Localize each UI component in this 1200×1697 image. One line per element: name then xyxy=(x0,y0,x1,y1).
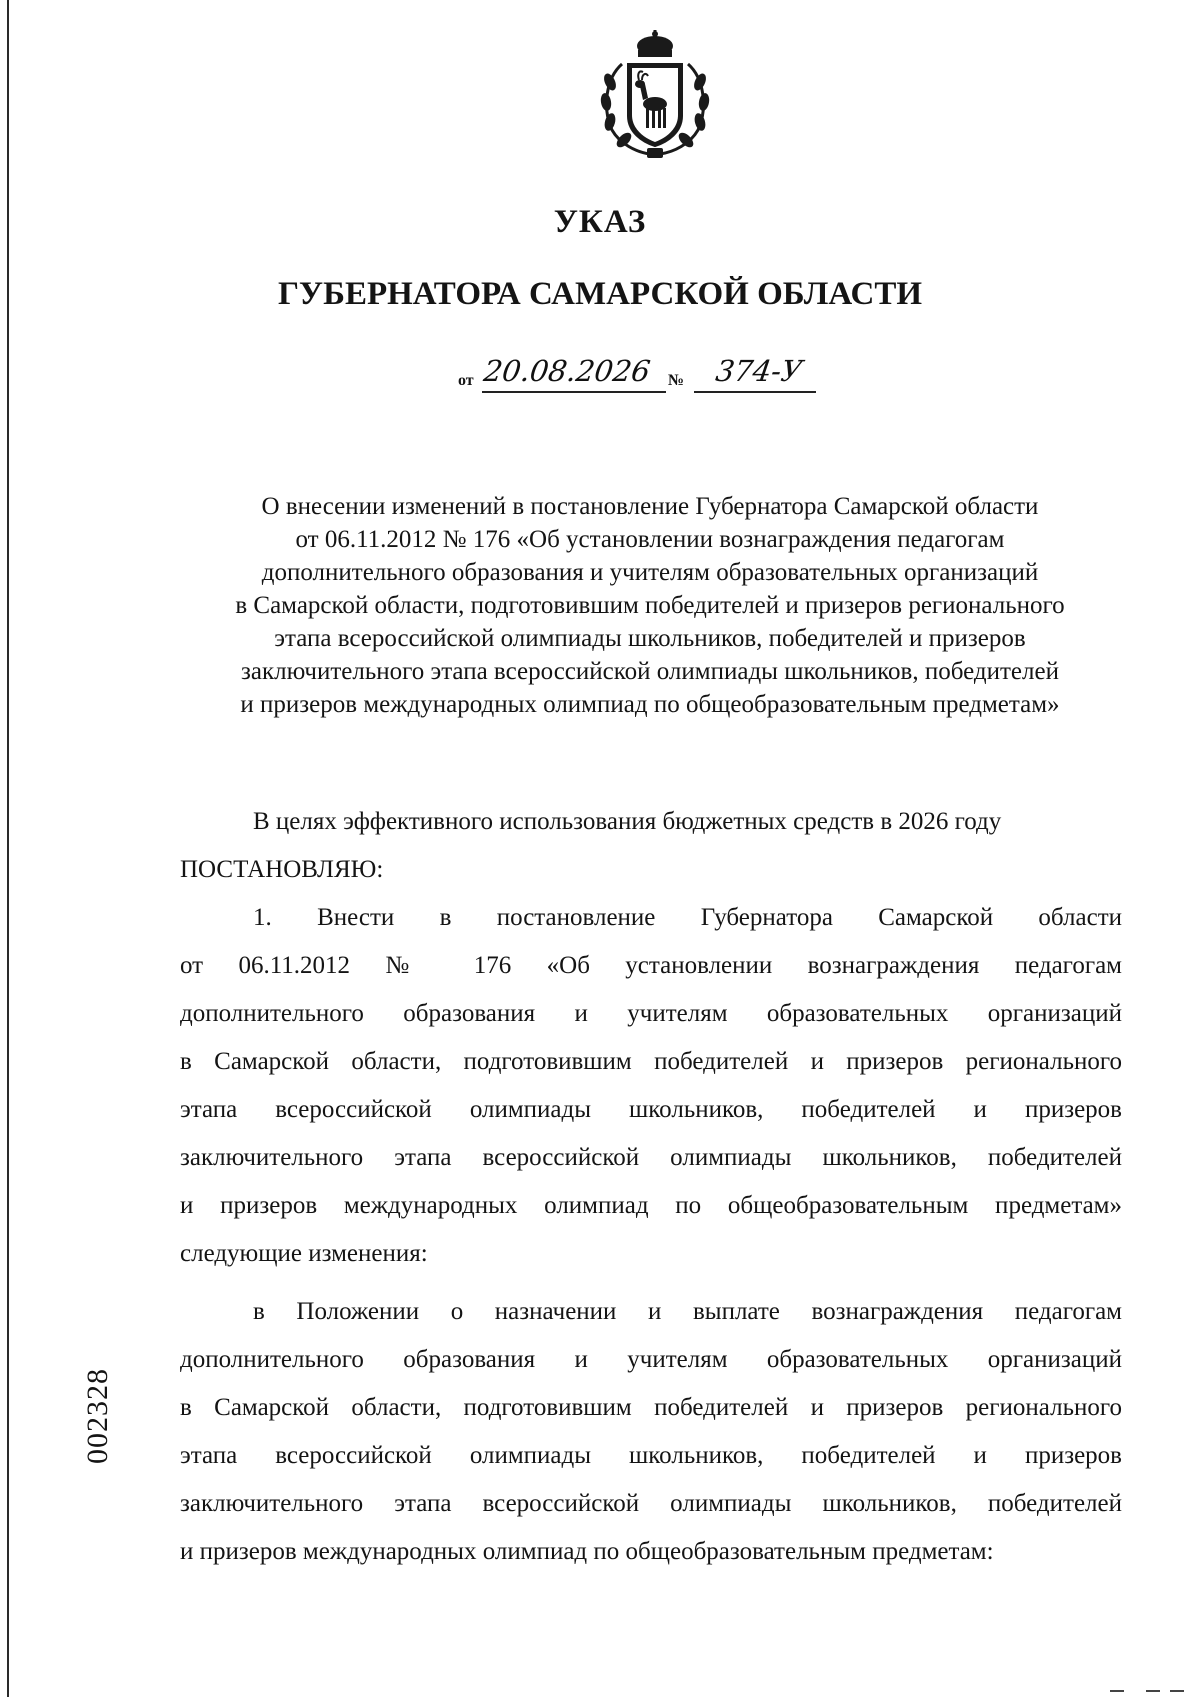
date-prefix: от xyxy=(458,372,474,389)
number-underline xyxy=(694,391,816,393)
item-2-line: и призеров международных олимпиад по общеобразовательным предметам: xyxy=(180,1538,994,1565)
item-1-line: дополнительного образования и учителям образовательных организаций xyxy=(180,1000,1122,1027)
subject-line: заключительного этапа всероссийской олимпиады школьников, победителей xyxy=(241,658,1059,685)
item-2-line: в Положении о назначении и выплате вознаграждения педагогам xyxy=(253,1298,1122,1325)
subject-line: дополнительного образования и учителям образовательных организаций xyxy=(261,559,1039,586)
item-1-paragraph xyxy=(180,894,1122,1278)
scan-edge-line xyxy=(7,0,9,1697)
intro-line: В целях эффективного использования бюджетных средств в 2026 году xyxy=(253,808,1002,835)
subject-line: О внесении изменений в постановление Губернатора Самарской области xyxy=(261,493,1039,520)
item-1-line: заключительного этапа всероссийской олимпиады школьников, победителей xyxy=(180,1144,1122,1171)
item-1-line: следующие изменения: xyxy=(180,1240,428,1267)
item-2-line: этапа всероссийской олимпиады школьников, победителей и призеров xyxy=(180,1442,1122,1469)
handwritten-number: 374-У xyxy=(713,354,805,388)
side-serial-number: 002328 xyxy=(81,1368,114,1464)
item-1-line: в Самарской области, подготовившим победителей и призеров регионального xyxy=(180,1048,1122,1075)
item-2-line: дополнительного образования и учителям образовательных организаций xyxy=(180,1346,1122,1373)
item-1-line: и призеров международных олимпиад по общеобразовательным предметам» xyxy=(180,1192,1122,1219)
coat-of-arms-icon xyxy=(592,30,718,162)
document-issuer: ГУБЕРНАТОРА САМАРСКОЙ ОБЛАСТИ xyxy=(277,276,923,312)
subject-line: и призеров международных олимпиад по общеобразовательным предметам» xyxy=(240,691,1060,718)
item-2-line: в Самарской области, подготовившим победителей и призеров регионального xyxy=(180,1394,1122,1421)
item-2-line: заключительного этапа всероссийской олимпиады школьников, победителей xyxy=(180,1490,1122,1517)
subject-line: этапа всероссийской олимпиады школьников, победителей и призеров xyxy=(274,625,1026,652)
number-prefix: № xyxy=(668,372,685,389)
item-1-line: этапа всероссийской олимпиады школьников, победителей и призеров xyxy=(180,1096,1122,1123)
item-2-paragraph xyxy=(180,1288,1122,1576)
resolution-word: ПОСТАНОВЛЯЮ: xyxy=(180,856,384,883)
scan-mark xyxy=(1146,1690,1160,1692)
subject-heading xyxy=(180,490,1120,721)
subject-line: в Самарской области, подготовившим победителей и призеров регионального xyxy=(235,592,1065,619)
scan-mark xyxy=(1170,1690,1184,1692)
subject-line: от 06.11.2012 № 176 «Об установлении вознаграждения педагогам xyxy=(295,526,1005,553)
handwritten-date: 20.08.2026 xyxy=(481,354,653,388)
document-title: УКАЗ xyxy=(553,204,647,240)
item-1-line: 1. Внести в постановление Губернатора Самарской области xyxy=(253,904,1122,931)
intro-paragraph xyxy=(180,798,1122,894)
scan-mark xyxy=(1110,1690,1124,1692)
item-1-line: от 06.11.2012 № 176 «Об установлении вознаграждения педагогам xyxy=(180,952,1122,979)
date-underline xyxy=(482,391,666,393)
dateline xyxy=(458,354,858,394)
